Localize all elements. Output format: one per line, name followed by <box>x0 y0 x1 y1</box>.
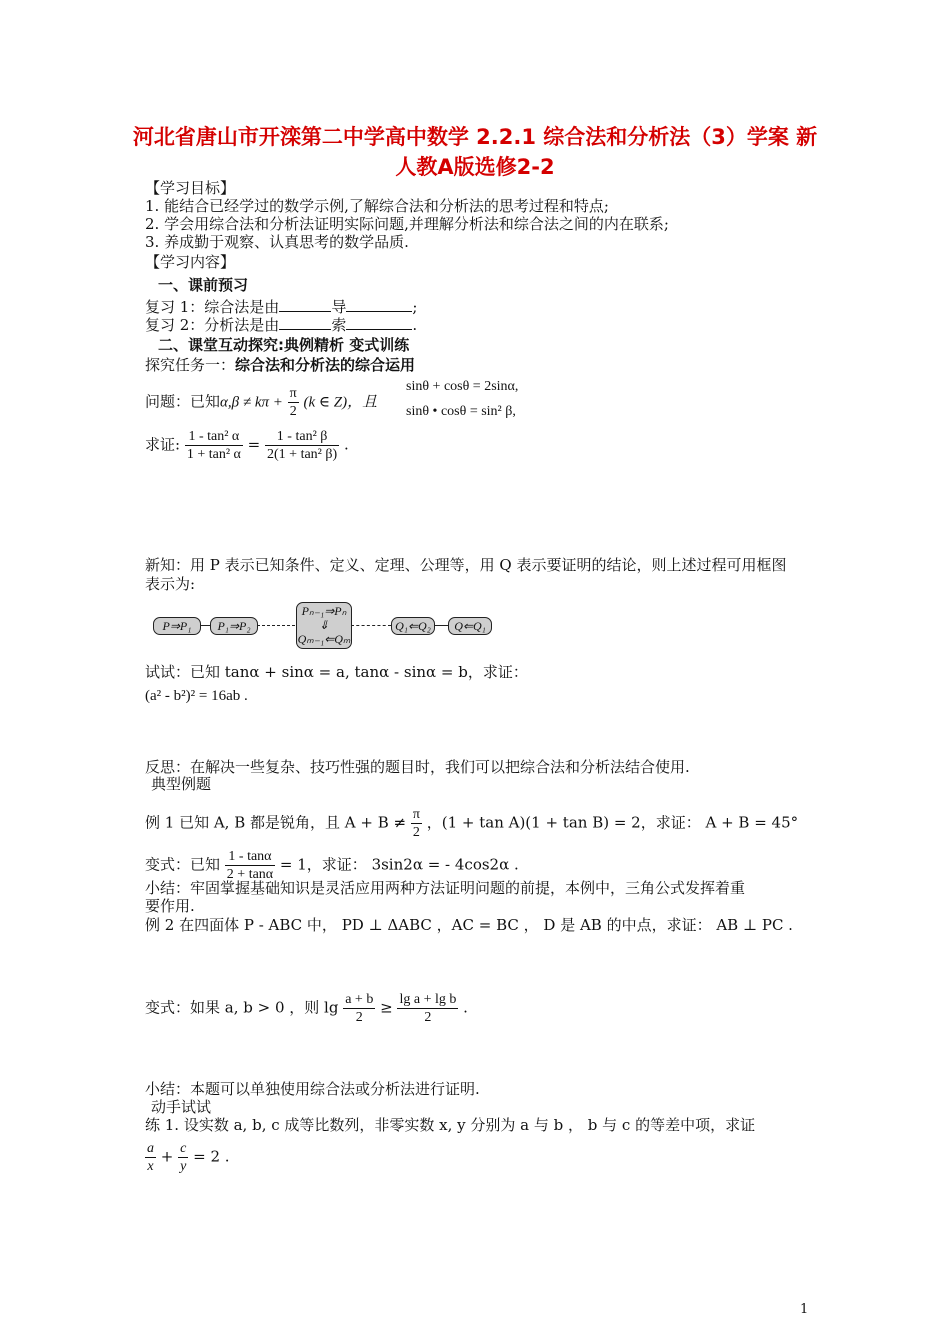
flow-arrow-3 <box>351 625 391 626</box>
problem-prefix: 问题：已知 <box>145 392 221 411</box>
prove-rhs-num: 1 - tan² β <box>265 428 339 446</box>
task-line <box>145 356 415 374</box>
pi-num: π <box>289 386 297 401</box>
flow-arrow-4 <box>434 625 448 626</box>
flow-center-mid: ⇓ <box>318 618 330 632</box>
prove-rhs-den: 2(1 + tan² β) <box>267 447 338 462</box>
review-1-prefix: 复习 1：综合法是由 <box>145 298 280 316</box>
content-heading: 【学习内容】 <box>145 253 236 271</box>
prove-line: 求证: $\frac{\text{1 - tan² α}}{\text{1 + tan² α}}$ = $\frac{\text{1 - tan² β}}{\text{2(1 + tan² β)}}$ . <box>145 429 349 462</box>
flow-center-top: Pₙ₋₁⇒Pₙ <box>301 604 347 618</box>
reflect-line: 反思：在解决一些复杂、技巧性强的题目时，我们可以把综合法和分析法结合使用. <box>145 758 690 776</box>
flow-box-1: P⇒P₁ <box>153 617 201 635</box>
summary-1-line-2: 要作用. <box>145 897 195 915</box>
example-1-pi-over-2 <box>411 806 422 841</box>
hands-heading: 动手试试 <box>151 1098 212 1116</box>
flow-center-bottom: Qₘ₋₁⇐Qₘ <box>297 632 351 646</box>
flow-arrow-1 <box>200 625 210 626</box>
variant-2-num-1: a + b <box>345 992 374 1007</box>
prove-lhs-num: 1 - tan² α <box>185 428 243 446</box>
variant-1-den: 2 + tanα <box>226 867 274 882</box>
example-1-b: ，(1 + tan A)(1 + tan B) = 2，求证： A + B = 45° <box>426 813 799 832</box>
problem-condition: α,β ≠ kπ + <box>220 394 283 411</box>
practice-den-x: x <box>147 1159 154 1174</box>
variant-2 <box>145 991 468 1026</box>
review-2-blank-b <box>346 315 412 330</box>
summary-2: 小结：本题可以单独使用综合法或分析法进行证明. <box>145 1080 480 1098</box>
preview-heading: 一、课前预习 <box>158 276 249 294</box>
typical-heading: 典型例题 <box>151 775 212 793</box>
variant-2-frac-1 <box>343 991 375 1026</box>
example-1-a: 例 1 已知 A, B 都是锐角，且 A + B ≠ <box>145 813 407 832</box>
variant-2-num-2: lg a + lg b <box>399 992 457 1007</box>
equation-1: sinθ + cosθ = 2sinα, <box>406 379 519 394</box>
review-1-blank-b <box>346 297 412 312</box>
review-2-end: . <box>412 316 418 334</box>
goal-item-2: 2. 学会用综合法和分析法证明实际问题,并理解分析法和综合法之间的内在联系; <box>145 215 669 233</box>
variant-2-frac-2 <box>397 991 458 1026</box>
goal-item-1: 1. 能结合已经学过的数学示例,了解综合法和分析法的思考过程和特点; <box>145 197 609 215</box>
equation-2: sinθ • cosθ = sin² β, <box>406 404 516 419</box>
example-2: 例 2 在四面体 P - ABC 中， PD ⊥ ΔABC ，AC = BC ， D 是 AB 的中点，求证： AB ⊥ PC . <box>145 916 793 934</box>
problem-line <box>145 385 377 420</box>
flow-box-3: Q₁⇐Q₂ <box>391 617 435 635</box>
page-number: 1 <box>800 1302 809 1317</box>
prove-lhs-den: 1 + tan² α <box>186 447 241 462</box>
flow-center-box <box>296 602 352 649</box>
flow-arrow-2 <box>257 625 295 626</box>
prove-prefix: 求证: <box>145 435 181 454</box>
variant-2-den-2: 2 <box>424 1010 432 1025</box>
goal-item-3: 3. 养成勤于观察、认真思考的数学品质. <box>145 233 409 251</box>
review-1-end: ; <box>412 298 418 316</box>
variant-1-num: 1 - tanα <box>225 848 275 866</box>
variant-1-rest: = 1，求证： 3sin2α = - 4cos2α . <box>279 855 519 874</box>
pi-den: 2 <box>289 404 297 419</box>
explore-heading: 二、课堂互动探究:典例精析 变式训练 <box>158 336 410 354</box>
prove-lhs <box>185 428 243 463</box>
variant-2-den-1: 2 <box>355 1010 363 1025</box>
review-2 <box>145 315 417 334</box>
problem-k: (k ∈ Z)，且 <box>303 394 378 411</box>
variant-1-prefix: 变式：已知 <box>145 855 221 874</box>
practice-frac-a-x <box>145 1140 156 1175</box>
variant-1 <box>145 848 519 883</box>
prove-rhs <box>265 428 339 463</box>
variant-2-prefix: 变式：如果 a, b > 0 ，则 lg <box>145 998 339 1017</box>
review-1 <box>145 297 417 316</box>
variant-2-end: . <box>463 998 468 1017</box>
practice-num-c: c <box>180 1141 187 1156</box>
summary-1-line-1: 小结：牢固掌握基础知识是灵活应用两种方法证明问题的前提，本例中，三角公式发挥着重 <box>145 879 746 897</box>
practice-1-end: = 2 . <box>193 1147 230 1166</box>
ex1-pi-num: π <box>412 807 420 822</box>
pi-over-2 <box>288 385 299 420</box>
practice-den-y: y <box>180 1159 187 1174</box>
page-title: 河北省唐山市开滦第二中学高中数学 2.2.1 综合法和分析法（3）学案 新人教A版选修2-2 <box>132 125 818 179</box>
ex1-pi-den: 2 <box>412 825 420 840</box>
flow-box-2: P₁⇒P₂ <box>210 617 258 635</box>
practice-num-a: a <box>147 1141 154 1156</box>
review-1-mid: 导 <box>331 298 347 316</box>
review-1-blank-a <box>279 297 331 312</box>
variant-1-frac <box>225 848 275 883</box>
practice-1-formula: $\frac{a}{x}$ + $\frac{c}{y}$ = 2 . <box>147 1141 230 1174</box>
try-line: 试试：已知 tanα + sinα = a, tanα - sinα = b，求证： <box>145 663 528 681</box>
try-equation: (a² - b²)² = 16ab . <box>145 688 248 704</box>
review-2-prefix: 复习 2：分析法是由 <box>145 316 280 334</box>
variant-2-ge: ≥ <box>380 998 393 1017</box>
new-knowledge-1: 新知：用 P 表示已知条件、定义、定理、公理等，用 Q 表示要证明的结论，则上述过程可用框图 <box>145 556 787 574</box>
review-2-mid: 索 <box>331 316 347 334</box>
example-1 <box>145 806 798 841</box>
practice-1: 练 1. 设实数 a, b, c 成等比数列，非零实数 x, y 分别为 a 与 b ， b 与 c 的等差中项，求证 <box>145 1116 756 1134</box>
task-prefix: 探究任务一： <box>145 356 236 374</box>
new-knowledge-2: 表示为: <box>145 575 196 593</box>
practice-frac-c-y <box>178 1140 188 1175</box>
task-title: 综合法和分析法的综合运用 <box>235 356 416 374</box>
review-2-blank-a <box>279 315 331 330</box>
goals-heading: 【学习目标】 <box>145 179 236 197</box>
flow-box-4: Q⇐Q₁ <box>448 617 492 635</box>
